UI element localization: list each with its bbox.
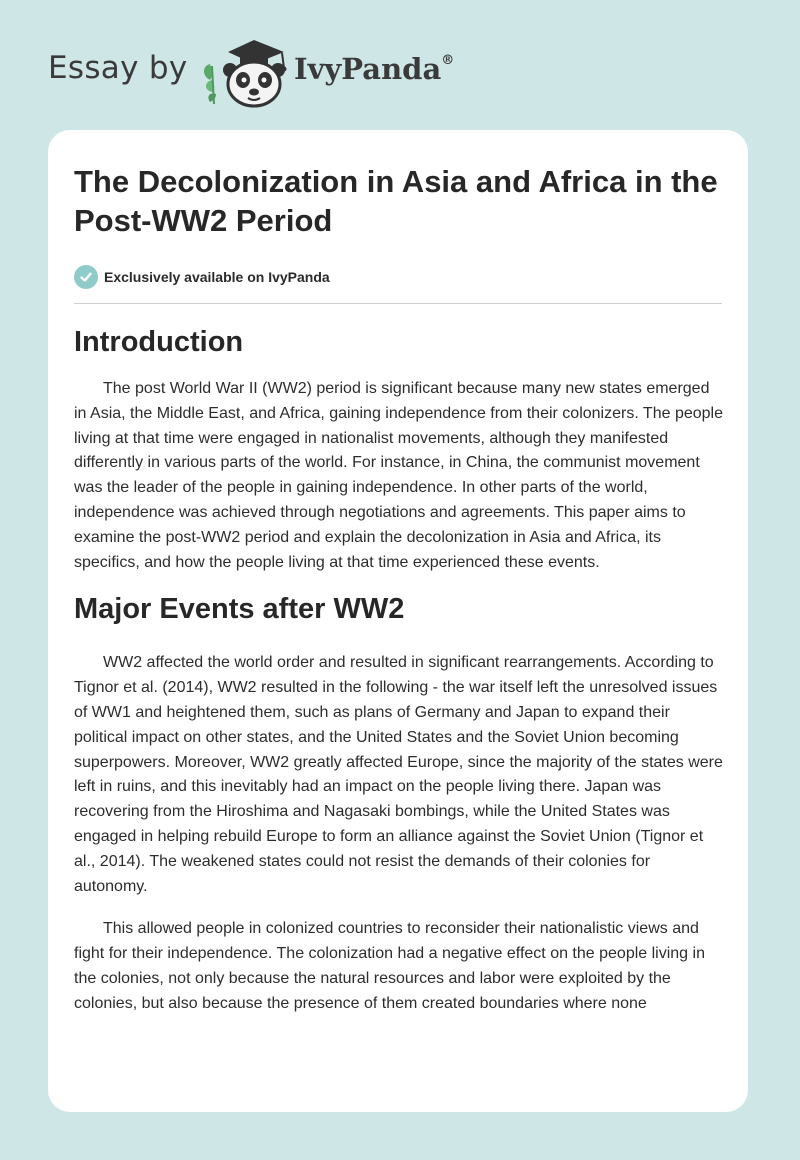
panda-graduate-icon	[198, 36, 294, 108]
essay-body	[74, 322, 724, 1035]
site-header	[0, 0, 800, 120]
essay-title: The Decolonization in Asia and Africa in the Post-WW2 Period	[74, 164, 718, 238]
essay-card	[48, 130, 748, 1112]
section-heading-major-events: Major Events after WW2	[74, 593, 405, 626]
exclusive-badge	[74, 264, 330, 290]
divider	[74, 303, 722, 304]
registered-mark: ®	[441, 53, 455, 69]
checkmark-icon	[74, 265, 98, 289]
brand-wordmark	[294, 52, 454, 86]
paragraph: This allowed people in colonized countries to reconsider their nationalistic views and fight for their independence. The colonization had a negative effect on the people living in the colonies, not only because the natural resources and labor were exploited by the colonies, but also because the presence of them created boundaries where none	[74, 920, 705, 1012]
paragraph: The post World War II (WW2) period is significant because many new states emerged in Asia, the Middle East, and Africa, gaining independence from their colonizers. The people living at that time were engaged in nationalist movements, although they manifested differently in various parts of the world. For instance, in China, the communist movement was the leader of the people in gaining independence. In other parts of the world, independence was achieved through negotiations and agreements. This paper aims to examine the post-WW2 period and explain the decolonization in Asia and Africa, its specifics, and how the people living at that time experienced these events.	[74, 380, 723, 571]
essay-by-label: Essay by	[48, 50, 188, 86]
section-heading-introduction: Introduction	[74, 326, 244, 358]
ivypanda-logo[interactable]	[198, 36, 294, 108]
brand-name: IvyPanda	[294, 52, 442, 86]
paragraph: WW2 affected the world order and resulted in significant rearrangements. According to Tignor et al. (2014), WW2 resulted in the following - the war itself left the unresolved issues of WW1 and heightened them, such as plans of Germany and Japan to expand their political impact on other states, and the United States and the Soviet Union becoming superpowers. Moreover, WW2 greatly affected Europe, since the majority of the states were left in ruins, and this inevitably had an impact on the people living there. Japan was recovering from the Hiroshima and Nagasaki bombings, while the United States was engaged in helping rebuild Europe to form an alliance against the Soviet Union (Tignor et al., 2014). The weakened states could not resist the demands of their colonies for autonomy.	[74, 654, 723, 895]
exclusive-badge-text: Exclusively available on IvyPanda	[104, 269, 330, 285]
